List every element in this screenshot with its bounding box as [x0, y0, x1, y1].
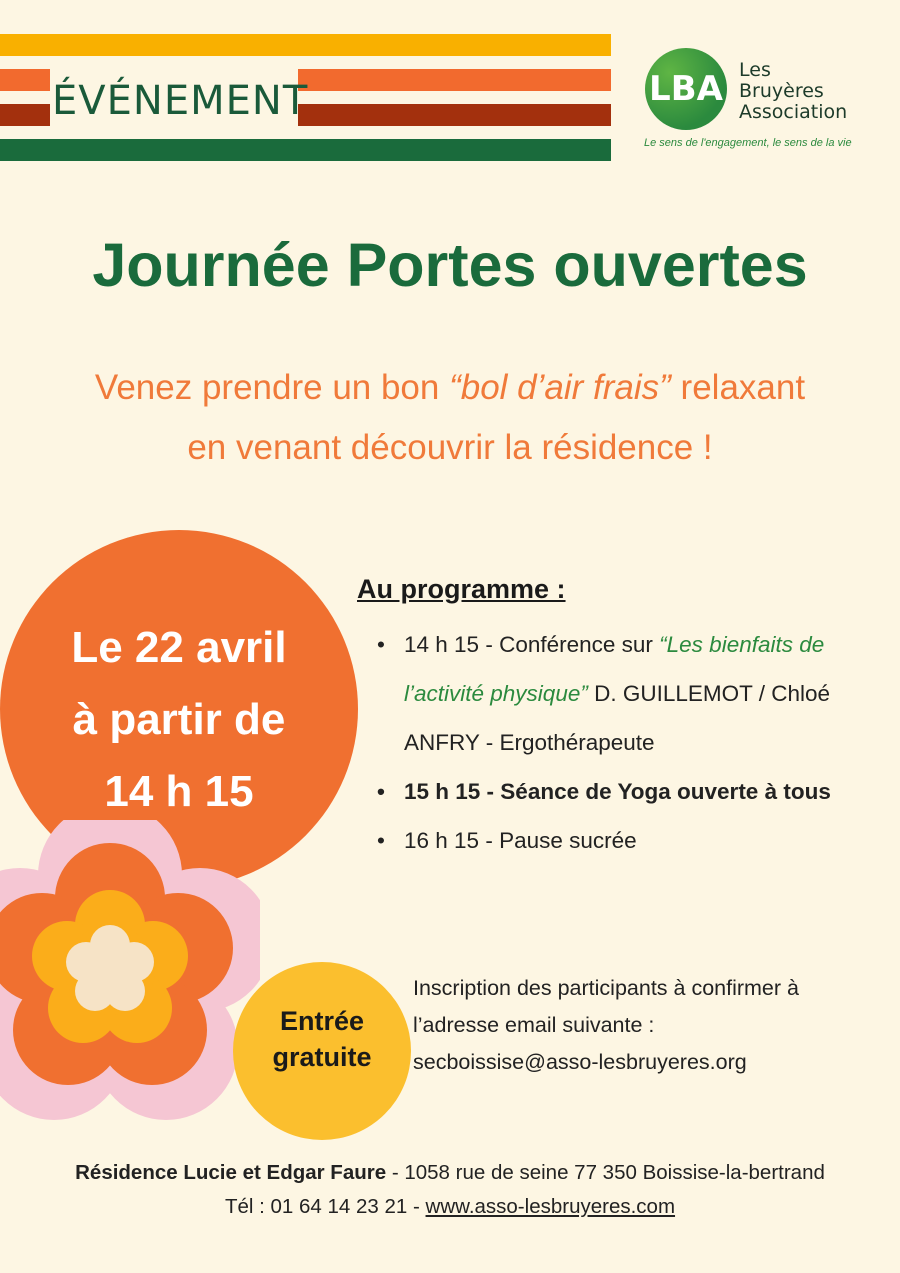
- program-item-1-prefix: 14 h 15 - Conférence sur: [404, 632, 660, 657]
- logo-glyph: LBA: [649, 69, 723, 109]
- logo-text-association: Association: [739, 101, 848, 123]
- subtitle-line2: en venant découvrir la résidence !: [187, 428, 713, 467]
- program-item: [377, 816, 892, 865]
- program-item-3: 16 h 15 - Pause sucrée: [404, 828, 637, 853]
- footer-address: [0, 1161, 900, 1185]
- subtitle-part1: Venez prendre un bon: [94, 368, 450, 407]
- stripe-brown-right: [298, 104, 611, 126]
- program-item: [377, 767, 892, 816]
- program-list: [377, 620, 892, 865]
- inscription-email[interactable]: secboissise@asso-lesbruyeres.org: [413, 1050, 747, 1074]
- program-title: Au programme :: [357, 574, 566, 604]
- stripe-orange-left: [0, 69, 50, 91]
- date-line-3: 14 h 15: [104, 767, 254, 816]
- stripe-yellow: [0, 34, 611, 56]
- date-line-1: Le 22 avril: [71, 623, 287, 672]
- page-title: Journée Portes ouvertes: [92, 231, 808, 299]
- inscription-line-2: l’adresse email suivante :: [413, 1013, 655, 1037]
- stripe-brown-left: [0, 104, 50, 126]
- flower-icon: [0, 820, 260, 1120]
- logo-text-bruyeres: Bruyères: [739, 80, 824, 102]
- bullet-icon: •: [377, 632, 385, 657]
- association-logo: [645, 48, 727, 130]
- logo-tagline: Le sens de l'engagement, le sens de la vie: [644, 137, 852, 149]
- event-label: ÉVÉNEMENT: [52, 78, 309, 124]
- stripe-green: [0, 139, 611, 161]
- inscription-info: [413, 970, 883, 1081]
- website-link[interactable]: www.asso-lesbruyeres.com: [425, 1195, 676, 1218]
- program-item: [377, 620, 892, 767]
- subtitle: [0, 358, 900, 478]
- free-entry-line-2: gratuite: [272, 1042, 372, 1072]
- residence-address: - 1058 rue de seine 77 350 Boissise-la-bertrand: [386, 1161, 825, 1184]
- free-entry-line-1: Entrée: [279, 1006, 365, 1036]
- program-item-1-topic: “Les bienfaits de l’activité physique”: [404, 632, 825, 706]
- program-item-2: 15 h 15 - Séance de Yoga ouverte à tous: [404, 779, 831, 804]
- logo-text-les: Les: [739, 59, 771, 81]
- stripe-orange-right: [298, 69, 611, 91]
- program-item-1-suffix: D. GUILLEMOT / Chloé ANFRY - Ergothérapeute: [404, 681, 831, 755]
- phone-number: Tél : 01 64 14 23 21 -: [224, 1195, 426, 1218]
- subtitle-italic: “bol d’air frais”: [449, 368, 671, 407]
- inscription-line-1: Inscription des participants à confirmer à: [413, 976, 799, 1000]
- bullet-icon: •: [377, 828, 385, 853]
- date-line-2: à partir de: [72, 695, 286, 744]
- bullet-icon: •: [377, 779, 385, 804]
- free-entry-badge: [233, 1003, 411, 1075]
- footer-contact: [0, 1195, 900, 1219]
- residence-name: Résidence Lucie et Edgar Faure: [75, 1161, 387, 1184]
- subtitle-part2: relaxant: [670, 368, 806, 407]
- event-date: [0, 612, 358, 828]
